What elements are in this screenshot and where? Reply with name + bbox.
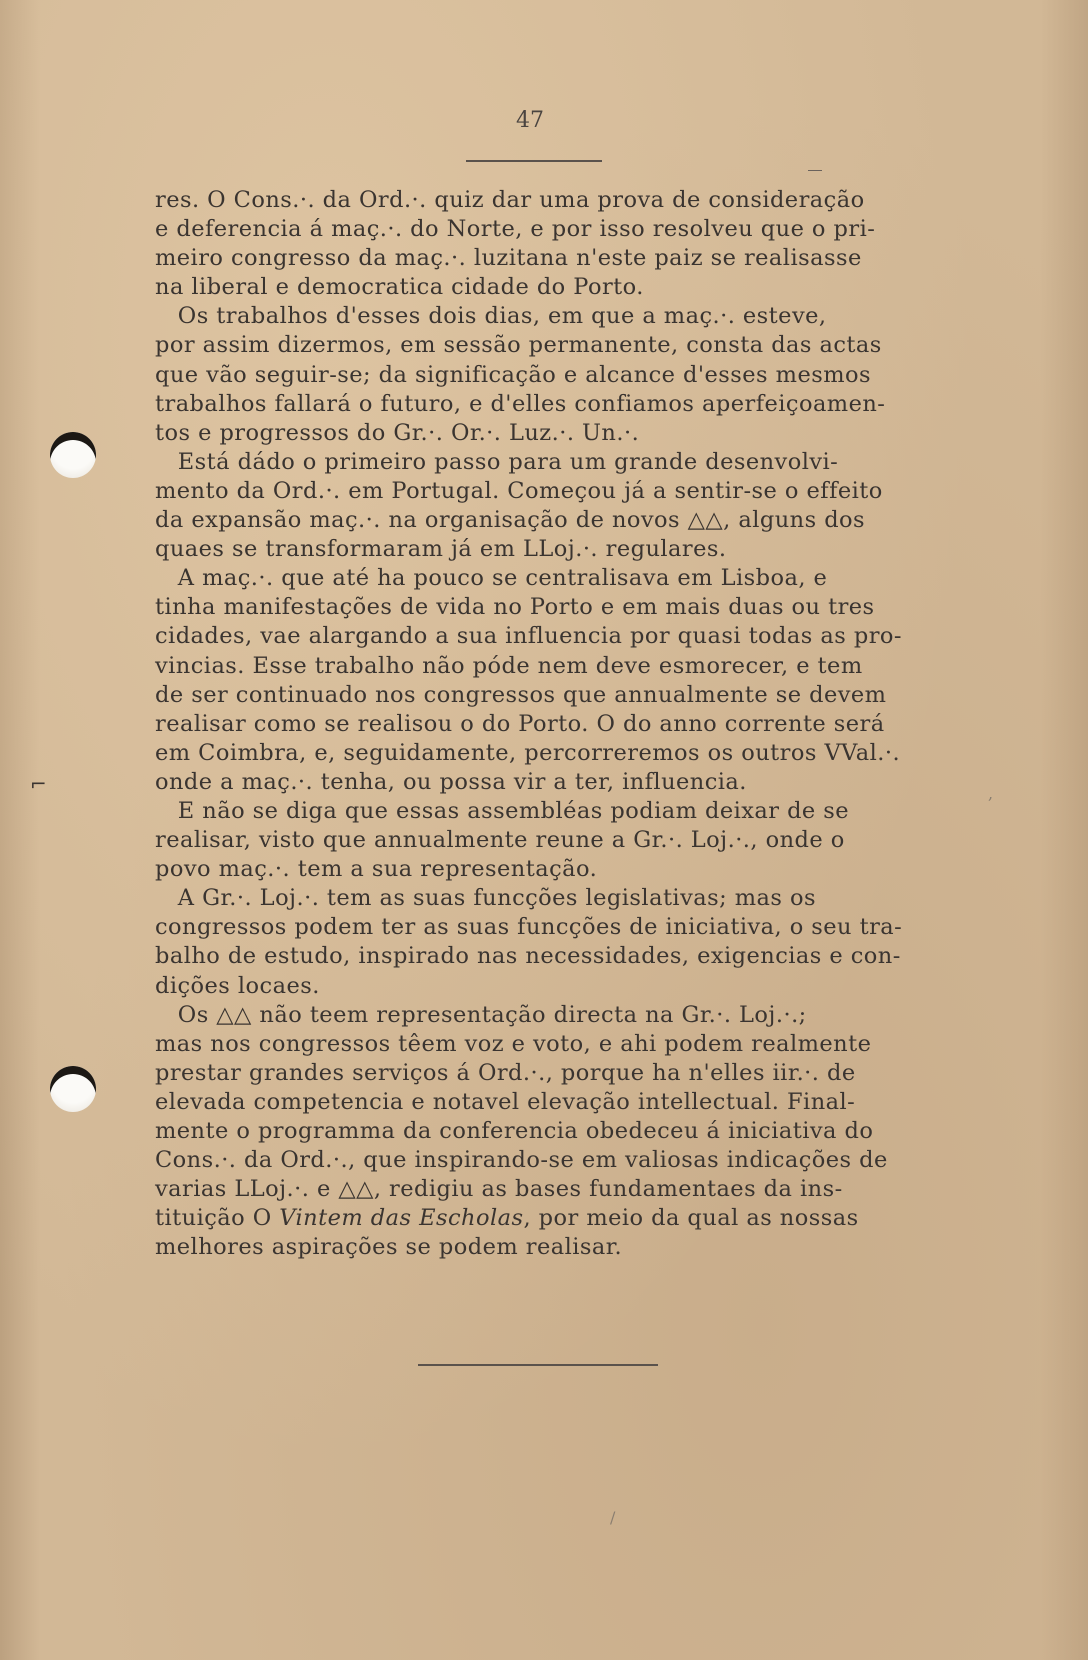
text-line: Os trabalhos d'esses dois dias, em que a maç.·. esteve, [155, 303, 827, 330]
paper-speck: , [988, 784, 994, 803]
header-rule [466, 160, 602, 162]
text-line: tinha manifestações de vida no Porto e em mais duas ou tres [155, 594, 875, 621]
text-line: realisar, visto que annualmente reune a Gr.·. Loj.·., onde o [155, 827, 845, 854]
italic-title: Vintem das Escholas [279, 1205, 524, 1232]
text-line: onde a maç.·. tenha, ou possa vir a ter, influencia. [155, 768, 747, 795]
text-line: mento da Ord.·. em Portugal. Começou já a sentir-se o effeito [155, 477, 883, 504]
text-line: balho de estudo, inspirado nas necessidades, exigencias e con- [155, 943, 901, 970]
text-line: Os △△ não teem representação directa na Gr.·. Loj.·.; [155, 1001, 807, 1028]
text-line: na liberal e democratica cidade do Porto. [155, 274, 644, 301]
text-line: realisar como se realisou o do Porto. O do anno corrente será [155, 710, 885, 737]
text-line: por assim dizermos, em sessão permanente, consta das actas [155, 332, 882, 359]
header-tick [808, 170, 822, 171]
text-line: meiro congresso da maç.·. luzitana n'este paiz se realisasse [155, 245, 862, 272]
text-line: tos e progressos do Gr.·. Or.·. Luz.·. Un.·. [155, 419, 640, 446]
text-line: prestar grandes serviços á Ord.·., porque ha n'elles iir.·. de [155, 1059, 856, 1086]
text-line: congressos podem ter as suas funcções de iniciativa, o seu tra- [155, 914, 903, 941]
text-line: da expansão maç.·. na organisação de novos △△, alguns dos [155, 507, 866, 534]
text-line: mas nos congressos têem voz e voto, e ahi podem realmente [155, 1030, 872, 1057]
text-line: tituição O Vintem das Escholas, por meio da qual as nossas [155, 1205, 859, 1232]
text-line: povo maç.·. tem a sua representação. [155, 856, 598, 883]
text-line: vincias. Esse trabalho não póde nem deve esmorecer, e tem [155, 652, 863, 679]
text-line: que vão seguir-se; da significação e alcance d'esses mesmos [155, 361, 871, 388]
text-line: quaes se transformaram já em LLoj.·. regulares. [155, 536, 727, 563]
text-line: Está dádo o primeiro passo para um grande desenvolvi- [155, 448, 839, 475]
text-line: A maç.·. que até ha pouco se centralisava em Lisboa, e [155, 565, 828, 592]
text-line: E não se diga que essas assembléas podiam deixar de se [155, 797, 850, 824]
paper-speck: / [610, 1508, 616, 1527]
page-number: 47 [516, 108, 544, 133]
text-line: varias LLoj.·. e △△, redigiu as bases fundamentaes da ins- [155, 1176, 843, 1203]
text-line: Cons.·. da Ord.·., que inspirando-se em valiosas indicações de [155, 1147, 888, 1174]
binding-hole-bottom [50, 1066, 96, 1112]
text-line: mente o programma da conferencia obedeceu á iniciativa do [155, 1118, 874, 1144]
text-line: A Gr.·. Loj.·. tem as suas funcções legislativas; mas os [155, 885, 816, 912]
text-line: elevada competencia e notavel elevação intellectual. Final- [155, 1088, 856, 1115]
text-line: trabalhos fallará o futuro, e d'elles confiamos aperfeiçoamen- [155, 390, 886, 417]
text-line: em Coimbra, e, seguidamente, percorreremos os outros VVal.·. [155, 739, 901, 766]
text-line: cidades, vae alargando a sua influencia por quasi todas as pro- [155, 623, 902, 650]
footer-rule [418, 1364, 658, 1366]
paper-mark: ⌐ [30, 772, 47, 796]
text-line: de ser continuado nos congressos que annualmente se devem [155, 681, 887, 708]
body-text [155, 186, 915, 1262]
text-line: res. O Cons.·. da Ord.·. quiz dar uma prova de consideração [155, 187, 865, 213]
text-line: melhores aspirações se podem realisar. [155, 1234, 623, 1261]
binding-hole-top [50, 432, 96, 478]
text-line: dições locaes. [155, 972, 320, 999]
text-line: e deferencia á maç.·. do Norte, e por isso resolveu que o pri- [155, 216, 876, 243]
